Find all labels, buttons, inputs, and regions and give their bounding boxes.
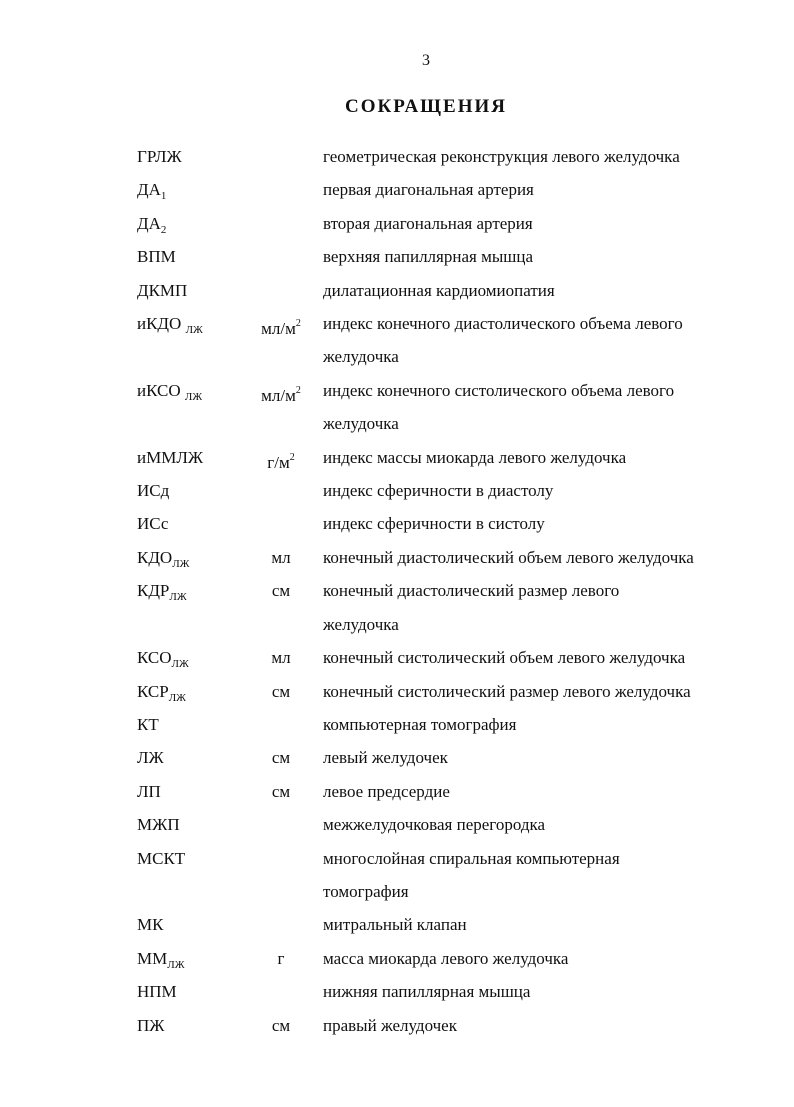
unit-text: г/м — [267, 452, 290, 472]
abbreviation-entry — [0, 975, 794, 1008]
abbreviation-unit — [258, 675, 304, 708]
term-text: КДО — [137, 547, 173, 567]
abbreviation-term — [137, 374, 202, 414]
abbreviation-entry — [0, 808, 794, 841]
abbreviation-definition — [323, 274, 763, 307]
unit-text: мл/м — [261, 385, 296, 405]
definition-line: конечный систолический размер левого желудочка — [323, 681, 691, 701]
abbreviation-entry — [0, 374, 794, 441]
term-text: ИСд — [137, 481, 170, 501]
definition-line: конечный систолический объем левого желудочка — [323, 648, 686, 668]
definition-line: левое предсердие — [323, 781, 450, 801]
abbreviation-definition — [323, 441, 763, 474]
abbreviation-term — [137, 274, 187, 307]
term-text: иКДО — [137, 314, 186, 334]
abbreviation-term — [137, 1009, 165, 1042]
term-subscript: ЛЖ — [169, 591, 187, 604]
definition-line: желудочка — [323, 414, 399, 434]
abbreviation-entry — [0, 307, 794, 374]
abbreviation-entry — [0, 675, 794, 708]
abbreviation-definition — [323, 942, 763, 975]
abbreviation-entry — [0, 441, 794, 474]
abbreviation-term — [137, 775, 161, 808]
abbreviation-definition — [323, 474, 763, 507]
term-text: МЖП — [137, 815, 180, 835]
term-text: МК — [137, 915, 164, 935]
term-text: ЛП — [137, 781, 161, 801]
abbreviation-entry — [0, 173, 794, 206]
abbreviation-definition — [323, 541, 763, 574]
definition-line: митральный клапан — [323, 915, 467, 935]
abbreviation-definition — [323, 574, 763, 641]
term-text: ЛЖ — [137, 748, 164, 768]
page-number: 3 — [422, 52, 430, 69]
abbreviation-term — [137, 574, 187, 614]
unit-text: мл — [271, 547, 291, 567]
abbreviation-definition — [323, 207, 763, 240]
unit-text: см — [271, 681, 291, 701]
abbreviation-entry — [0, 274, 794, 307]
abbreviation-definition — [323, 641, 763, 674]
abbreviation-term — [137, 708, 159, 741]
term-text: ДА — [137, 180, 161, 200]
abbreviation-term — [137, 307, 203, 347]
abbreviation-definition — [323, 374, 763, 441]
abbreviation-term — [137, 842, 185, 875]
definition-line: левый желудочек — [323, 748, 448, 768]
abbreviation-definition — [323, 842, 763, 909]
term-subscript: ЛЖ — [184, 390, 203, 403]
abbreviation-term — [137, 474, 169, 507]
abbreviation-entry — [0, 1009, 794, 1042]
definition-line: индекс сферичности в диастолу — [323, 481, 554, 501]
definition-line: верхняя папиллярная мышца — [323, 247, 533, 267]
abbreviation-entry — [0, 942, 794, 975]
abbreviation-definition — [323, 775, 763, 808]
term-subscript: 1 — [160, 190, 167, 203]
term-text: иММЛЖ — [137, 447, 204, 467]
definition-line: индекс сферичности в систолу — [323, 514, 545, 534]
abbreviation-unit — [258, 307, 304, 345]
abbreviation-entry — [0, 240, 794, 273]
term-text: НПМ — [137, 982, 177, 1002]
abbreviation-term — [137, 507, 168, 540]
abbreviation-entry — [0, 207, 794, 240]
abbreviation-entry — [0, 541, 794, 574]
abbreviation-entry — [0, 775, 794, 808]
definition-line: желудочка — [323, 614, 399, 634]
abbreviation-unit — [258, 942, 304, 975]
unit-superscript: 2 — [295, 384, 301, 396]
term-subscript: ЛЖ — [167, 958, 185, 971]
abbreviation-unit — [258, 741, 304, 774]
abbreviation-entry — [0, 474, 794, 507]
abbreviation-definition — [323, 240, 763, 273]
definition-line: нижняя папиллярная мышца — [323, 982, 531, 1002]
definition-line: конечный диастолический объем левого желудочка — [323, 547, 694, 567]
abbreviation-definition — [323, 307, 763, 374]
term-text: ПЖ — [137, 1015, 165, 1035]
term-text: МСКТ — [137, 848, 186, 868]
abbreviation-entry — [0, 708, 794, 741]
term-text: ММ — [137, 948, 168, 968]
abbreviation-term — [137, 140, 182, 173]
term-subscript: ЛЖ — [171, 658, 189, 671]
term-text: ВПМ — [137, 247, 176, 267]
abbreviation-unit — [258, 541, 304, 574]
abbreviation-term — [137, 441, 203, 474]
abbreviation-term — [137, 908, 163, 941]
abbreviation-term — [137, 240, 176, 273]
abbreviation-unit — [258, 574, 304, 607]
abbreviation-unit — [258, 641, 304, 674]
abbreviation-entry — [0, 741, 794, 774]
abbreviation-entry — [0, 574, 794, 641]
abbreviation-definition — [323, 507, 763, 540]
definition-line: правый желудочек — [323, 1015, 457, 1035]
unit-text: см — [271, 1015, 291, 1035]
abbreviation-list — [0, 140, 794, 1042]
definition-line: геометрическая реконструкция левого желудочка — [323, 147, 680, 166]
abbreviation-entry — [0, 507, 794, 540]
term-subscript: ЛЖ — [185, 324, 203, 337]
unit-superscript: 2 — [289, 451, 295, 463]
term-subscript: 2 — [160, 223, 167, 236]
term-text: ИСс — [137, 514, 169, 534]
unit-text: см — [271, 748, 291, 768]
abbreviation-definition — [323, 741, 763, 774]
definition-line: первая диагональная артерия — [323, 180, 534, 200]
term-text: ГРЛЖ — [137, 147, 182, 166]
unit-text: г — [277, 948, 285, 968]
abbreviation-term — [137, 808, 180, 841]
definition-line: межжелудочковая перегородка — [323, 815, 546, 835]
term-text: КСО — [137, 648, 172, 668]
definition-line: многослойная спиральная компьютерная — [323, 848, 620, 868]
definition-line: конечный диастолический размер левого — [323, 581, 620, 601]
term-text: ДА — [137, 213, 161, 233]
abbreviation-entry — [0, 842, 794, 909]
definition-line: вторая диагональная артерия — [323, 213, 533, 233]
unit-text: см — [271, 781, 291, 801]
definition-line: индекс массы миокарда левого желудочка — [323, 447, 627, 467]
abbreviation-definition — [323, 708, 763, 741]
unit-text: см — [271, 581, 291, 601]
definition-line: индекс конечного систолического объема левого — [323, 380, 675, 400]
unit-text: мл — [271, 648, 291, 668]
abbreviation-definition — [323, 173, 763, 206]
abbreviation-entry — [0, 908, 794, 941]
term-text: КСР — [137, 681, 169, 701]
definition-line: компьютерная томография — [323, 714, 517, 734]
term-text: иКСО — [137, 380, 185, 400]
abbreviation-definition — [323, 975, 763, 1008]
term-subscript: ЛЖ — [172, 557, 190, 570]
abbreviation-definition — [323, 675, 763, 708]
unit-text: мл/м — [261, 319, 296, 339]
term-text: ДКМП — [137, 280, 188, 300]
definition-line: томография — [323, 881, 409, 901]
term-text: КДР — [137, 581, 170, 601]
abbreviation-definition — [323, 1009, 763, 1042]
abbreviation-entry — [0, 140, 794, 173]
abbreviation-entry — [0, 641, 794, 674]
definition-line: дилатационная кардиомиопатия — [323, 280, 555, 300]
abbreviation-unit — [258, 1009, 304, 1042]
term-subscript: ЛЖ — [168, 691, 187, 704]
abbreviation-term — [137, 975, 177, 1008]
abbreviation-unit — [258, 374, 304, 412]
page-title: СОКРАЩЕНИЯ — [345, 96, 507, 117]
abbreviation-term — [137, 741, 164, 774]
unit-superscript: 2 — [295, 318, 301, 330]
abbreviation-unit — [258, 775, 304, 808]
definition-line: масса миокарда левого желудочка — [323, 948, 569, 968]
definition-line: желудочка — [323, 347, 399, 367]
definition-line: индекс конечного диастолического объема левого — [323, 314, 683, 334]
abbreviation-definition — [323, 908, 763, 941]
term-text: КТ — [137, 714, 159, 734]
abbreviation-definition — [323, 808, 763, 841]
abbreviation-definition — [323, 140, 763, 173]
